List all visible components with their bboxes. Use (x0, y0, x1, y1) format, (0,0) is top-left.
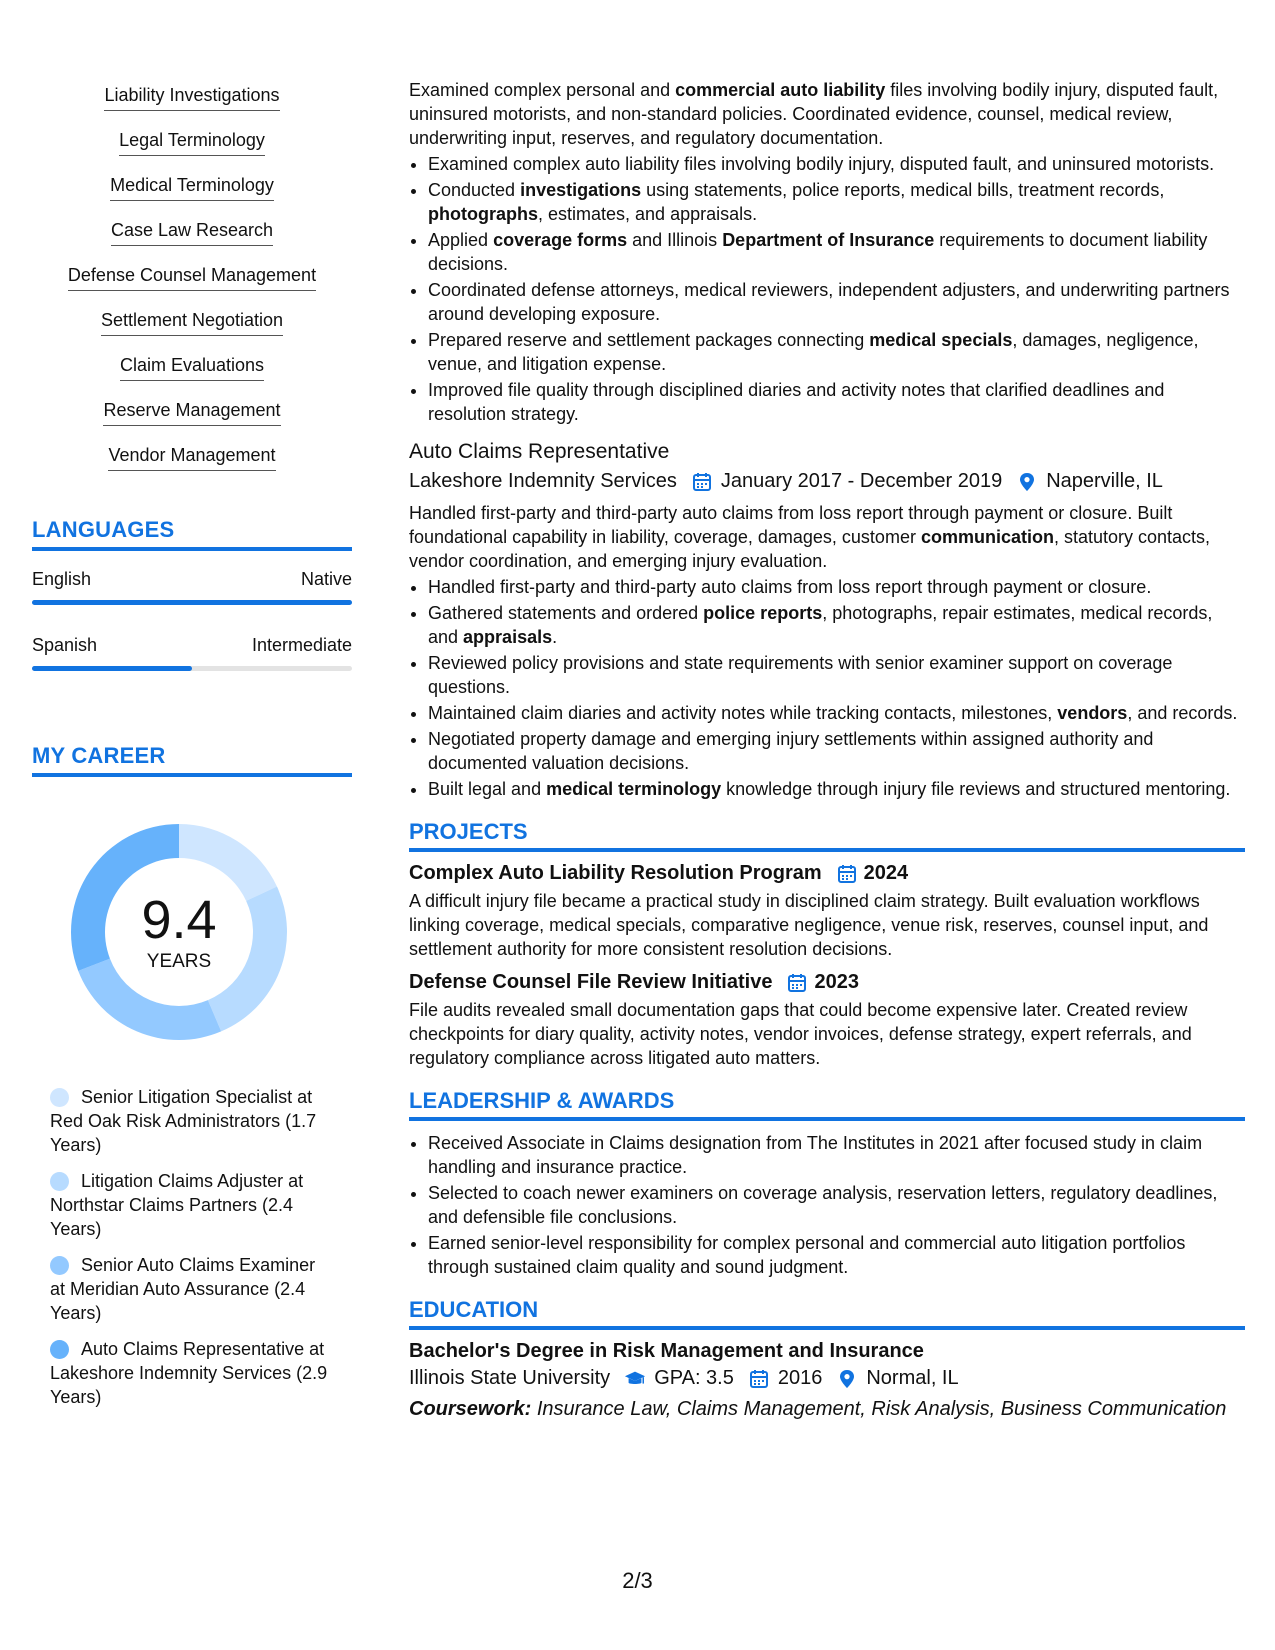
skill-item (32, 264, 352, 309)
skill-label: Legal Terminology (119, 129, 265, 156)
job-title: Auto Claims Representative (409, 440, 670, 463)
language-proficiency-fill (32, 600, 352, 605)
language-name: Spanish (32, 635, 98, 655)
legend-dot-icon (50, 1256, 69, 1275)
education-meta (409, 1367, 1245, 1390)
legend-dot-icon (50, 1172, 69, 1191)
language-proficiency-bar (32, 600, 352, 605)
language-level: Native (300, 569, 352, 589)
career-legend-item (50, 1337, 330, 1409)
project-title: Complex Auto Liability Resolution Program (409, 862, 822, 884)
skill-item (32, 219, 352, 264)
location-pin-icon (1016, 471, 1038, 493)
bullet-item: • Earned senior-level responsibility for complex personal and commercial auto litigation portfolios through sustained claim quality and sound judgment. (428, 1231, 1245, 1279)
calendar-icon (836, 863, 858, 885)
bullet-item: • Negotiated property damage and emerging injury settlements within assigned authority and documented valuation decisions. (428, 727, 1245, 775)
job-summary: Handled first-party and third-party auto claims from loss report through payment or closure. Built foundational capability in liability, coverage, damages, customer communication, statutory contacts, vendor coordination, and emerging injury evaluation. (409, 503, 1211, 571)
leadership-bullets (409, 1131, 1245, 1279)
bullet-item: • Maintained claim diaries and activity notes while tracking contacts, milestones, vendors, and records. (428, 701, 1245, 725)
graduation-cap-icon (624, 1368, 646, 1390)
graduation-year: 2016 (777, 1367, 823, 1389)
project-item (409, 862, 1245, 961)
left-column (32, 84, 352, 1421)
career-legend-item (50, 1085, 330, 1157)
career-donut-chart (64, 817, 294, 1047)
calendar-icon (748, 1368, 770, 1390)
leadership-heading: LEADERSHIP & AWARDS (409, 1088, 1245, 1121)
prev-job-bullets (409, 152, 1245, 426)
coursework-label: Coursework: (409, 1398, 532, 1420)
project-item (409, 971, 1245, 1070)
bullet-item: • Handled first-party and third-party auto claims from loss report through payment or closure. (428, 575, 1245, 599)
legend-dot-icon (50, 1088, 69, 1107)
calendar-icon (786, 972, 808, 994)
bullet-item: • Received Associate in Claims designation from The Institutes in 2021 after focused study in claim handling and insurance practice. (428, 1131, 1245, 1179)
career-legend-item (50, 1169, 330, 1241)
bullet-item: • Applied coverage forms and Illinois Department of Insurance requirements to document liability decisions. (428, 228, 1245, 276)
bullet-item: • Selected to coach newer examiners on coverage analysis, reservation letters, regulatory deadlines, and defensible file conclusions. (428, 1181, 1245, 1229)
bullet-item: • Gathered statements and ordered police reports, photographs, repair estimates, medical records, and appraisals. (428, 601, 1245, 649)
language-spanish (32, 635, 352, 671)
language-proficiency-fill (32, 666, 192, 671)
coursework-list: Insurance Law, Claims Management, Risk Analysis, Business Communication (536, 1398, 1227, 1420)
job-location: Naperville, IL (1046, 470, 1163, 492)
career-heading: MY CAREER (32, 743, 352, 777)
bullet-item: • Reviewed policy provisions and state requirements with senior examiner support on coverage questions. (428, 651, 1245, 699)
skill-label: Claim Evaluations (120, 354, 264, 381)
prev-job-summary: Examined complex personal and commercial auto liability files involving bodily injury, disputed fault, uninsured motorists, and non-standard policies. Coordinated evidence, counsel, medical review, underwriting input, reserves, and regulatory documentation. (409, 80, 1219, 148)
skill-item (32, 399, 352, 444)
skill-label: Case Law Research (111, 219, 273, 246)
project-year: 2024 (863, 862, 909, 884)
career-legend-text: Senior Auto Claims Examiner at Meridian Auto Assurance (2.4 Years) (50, 1255, 316, 1323)
school-location: Normal, IL (866, 1367, 959, 1389)
skill-label: Settlement Negotiation (101, 309, 283, 336)
page-indicator: 2/3 (622, 1568, 653, 1593)
career-legend (50, 1085, 330, 1409)
legend-dot-icon (50, 1340, 69, 1359)
skill-label: Reserve Management (103, 399, 280, 426)
calendar-icon (691, 471, 713, 493)
skill-item (32, 129, 352, 174)
donut-center (64, 817, 294, 1047)
job-dates: January 2017 - December 2019 (720, 470, 1003, 492)
job-meta (409, 470, 1245, 493)
bullet-item: • Improved file quality through disciplined diaries and activity notes that clarified deadlines and resolution strategy. (428, 378, 1245, 426)
skills-list (32, 84, 352, 489)
gpa: GPA: 3.5 (654, 1367, 734, 1389)
coursework (409, 1398, 1245, 1421)
company-name: Lakeshore Indemnity Services (409, 470, 677, 492)
skill-item (32, 174, 352, 219)
career-legend-text: Senior Litigation Specialist at Red Oak Risk Administrators (1.7 Years) (50, 1087, 317, 1155)
skill-item (32, 309, 352, 354)
language-proficiency-bar (32, 666, 352, 671)
school-name: Illinois State University (409, 1367, 611, 1389)
degree-title: Bachelor's Degree in Risk Management and Insurance (409, 1340, 924, 1362)
language-name: English (32, 569, 92, 589)
project-title: Defense Counsel File Review Initiative (409, 971, 773, 993)
bullet-item: • Built legal and medical terminology knowledge through injury file reviews and structured mentoring. (428, 777, 1245, 801)
language-level: Intermediate (251, 635, 352, 655)
bullet-item: • Conducted investigations using statements, police reports, medical bills, treatment records, photographs, estimates, and appraisals. (428, 178, 1245, 226)
language-english (32, 569, 352, 605)
job-bullets (409, 575, 1245, 801)
bullet-item: • Coordinated defense attorneys, medical reviewers, independent adjusters, and underwriting partners around developing exposure. (428, 278, 1245, 326)
skill-label: Defense Counsel Management (68, 264, 316, 291)
project-description: A difficult injury file became a practical study in disciplined claim strategy. Built evaluation workflows linking coverage, medical specials, comparative negligence, venue risk, reserves, counsel input, and settlement authority for more consistent resolution decisions. (409, 891, 1209, 959)
education-heading: EDUCATION (409, 1297, 1245, 1330)
projects-heading: PROJECTS (409, 819, 1245, 852)
skill-item (32, 84, 352, 129)
project-description: File audits revealed small documentation gaps that could become expensive later. Created review checkpoints for diary quality, activity notes, vendor invoices, defense strategy, expert referrals, and regulatory compliance across litigated auto matters. (409, 1000, 1192, 1068)
skill-label: Vendor Management (108, 444, 275, 471)
career-legend-text: Auto Claims Representative at Lakeshore Indemnity Services (2.9 Years) (50, 1339, 328, 1407)
right-column (409, 78, 1245, 1421)
skill-label: Medical Terminology (110, 174, 274, 201)
bullet-item: • Examined complex auto liability files involving bodily injury, disputed fault, and uninsured motorists. (428, 152, 1245, 176)
location-pin-icon (836, 1368, 858, 1390)
career-legend-text: Litigation Claims Adjuster at Northstar Claims Partners (2.4 Years) (50, 1171, 304, 1239)
career-years-label: YEARS (146, 951, 212, 972)
career-legend-item (50, 1253, 330, 1325)
languages-heading: LANGUAGES (32, 517, 352, 551)
skill-item (32, 354, 352, 399)
bullet-item: • Prepared reserve and settlement packages connecting medical specials, damages, negligence, venue, and litigation expense. (428, 328, 1245, 376)
career-total-years: 9.4 (141, 890, 217, 950)
skill-item (32, 444, 352, 489)
project-year: 2023 (814, 971, 859, 993)
skill-label: Liability Investigations (104, 84, 279, 111)
